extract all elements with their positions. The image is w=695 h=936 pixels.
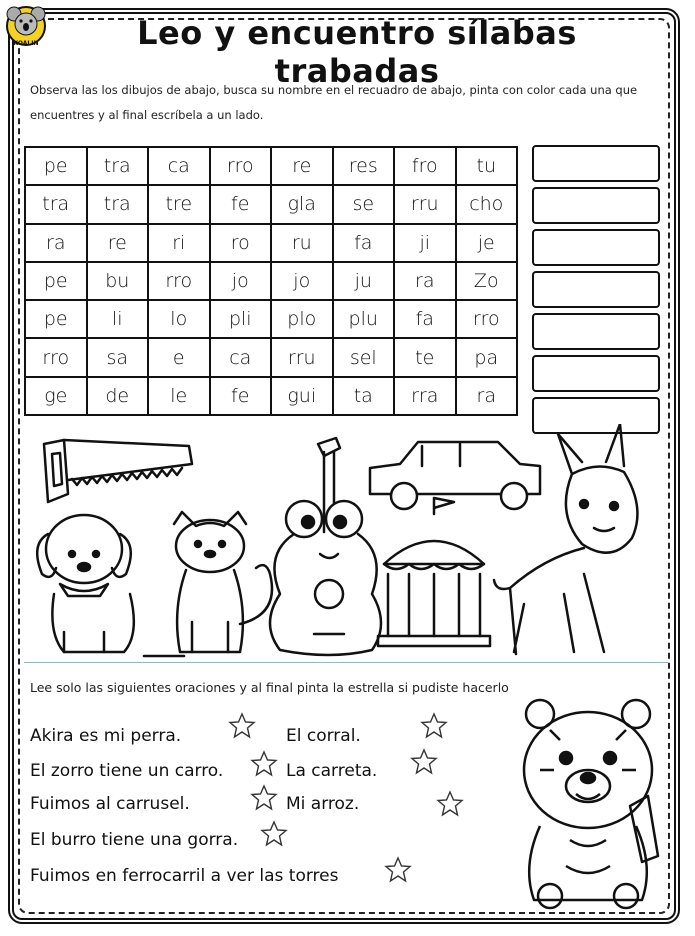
syllable-cell[interactable]: re [271,147,333,185]
carousel-icon [378,498,490,646]
grid-row [25,147,517,185]
syllable-cell[interactable]: ra [456,377,518,415]
syllable-cell[interactable]: fa [333,224,395,262]
sentence-2: El zorro tiene un carro. [30,761,224,781]
syllable-cell[interactable]: ra [25,224,87,262]
syllable-cell[interactable]: jo [210,262,272,300]
sentence-5: Fuimos en ferrocarril a ver las torres [30,866,339,886]
syllable-cell[interactable]: e [148,338,210,376]
syllable-cell[interactable]: pli [210,300,272,338]
grid-row [25,300,517,338]
grid-row [25,377,517,415]
page-title: Leo y encuentro sílabas trabadas [137,14,577,90]
syllable-cell[interactable]: sel [333,338,395,376]
syllable-cell[interactable]: ca [210,338,272,376]
syllable-cell[interactable]: rra [394,377,456,415]
star-icon[interactable] [436,790,464,818]
syllable-cell[interactable]: ji [394,224,456,262]
grid-row [25,262,517,300]
syllable-cell[interactable]: li [87,300,149,338]
sentence-4: El burro tiene una gorra. [30,830,239,850]
section-divider [24,662,668,663]
sentence-3: Fuimos al carrusel. [30,794,190,814]
syllable-cell[interactable]: ge [25,377,87,415]
syllable-cell[interactable]: fro [394,147,456,185]
syllable-cell[interactable]: tre [148,185,210,223]
syllable-cell[interactable]: bu [87,262,149,300]
grid-row [25,185,517,223]
syllable-cell[interactable]: tu [456,147,518,185]
reading-instruction: Lee solo las siguientes oraciones y al final pinta la estrella si pudiste hacerlo [30,680,509,695]
star-icon[interactable] [260,820,288,848]
syllable-cell[interactable]: ca [148,147,210,185]
syllable-cell[interactable]: gla [271,185,333,223]
syllable-cell[interactable]: fe [210,185,272,223]
syllable-cell[interactable]: cho [456,185,518,223]
cat-icon [174,512,272,652]
syllable-cell[interactable]: rro [148,262,210,300]
syllable-cell[interactable]: pe [25,147,87,185]
syllable-cell[interactable]: de [87,377,149,415]
instruction-text: Observa las los dibujos de abajo, busca su nombre en el recuadro de abajo, pinta con color cada una que encuentres y al final escríbela a un lado. [30,83,638,122]
car-icon [370,442,540,509]
grid-row [25,338,517,376]
sentence-8: Mi arroz. [286,794,360,814]
star-icon[interactable] [410,748,438,776]
syllable-cell[interactable]: rro [25,338,87,376]
guitar-icon [270,438,381,655]
syllable-cell[interactable]: je [456,224,518,262]
syllable-cell[interactable]: rro [456,300,518,338]
syllable-cell[interactable]: gui [271,377,333,415]
syllable-cell[interactable]: rru [271,338,333,376]
syllable-cell[interactable]: plu [333,300,395,338]
star-icon[interactable] [384,856,412,884]
syllable-cell[interactable]: pe [25,262,87,300]
saw-icon [44,440,192,502]
star-icon[interactable] [228,712,256,740]
answer-column [532,145,660,439]
dog-icon [37,515,134,652]
sentence-6: El corral. [286,726,361,746]
koala-logo-icon [4,4,48,54]
syllable-cell[interactable]: ju [333,262,395,300]
syllable-cell[interactable]: re [87,224,149,262]
syllable-cell[interactable]: tra [87,147,149,185]
syllable-cell[interactable]: rru [394,185,456,223]
picture-area [24,424,669,664]
syllable-cell[interactable]: ro [210,224,272,262]
sentence-7: La carreta. [286,761,378,781]
syllable-cell[interactable]: pa [456,338,518,376]
grid-row [25,224,517,262]
syllable-cell[interactable]: tra [25,185,87,223]
tiger-icon [510,690,670,910]
syllable-cell[interactable]: lo [148,300,210,338]
answer-box[interactable] [532,271,660,308]
syllable-cell[interactable]: le [148,377,210,415]
syllable-cell[interactable]: fe [210,377,272,415]
answer-box[interactable] [532,145,660,182]
syllable-cell[interactable]: res [333,147,395,185]
syllable-cell[interactable]: jo [271,262,333,300]
answer-box[interactable] [532,313,660,350]
syllable-cell[interactable]: ri [148,224,210,262]
syllable-cell[interactable]: ra [394,262,456,300]
syllable-cell[interactable]: sa [87,338,149,376]
syllable-cell[interactable]: te [394,338,456,376]
syllable-grid [24,146,518,416]
star-icon[interactable] [420,712,448,740]
logo-text: KOALIN [13,40,39,47]
star-icon[interactable] [250,750,278,778]
syllable-cell[interactable]: se [333,185,395,223]
sentence-1: Akira es mi perra. [30,726,182,746]
answer-box[interactable] [532,355,660,392]
syllable-cell[interactable]: fa [394,300,456,338]
syllable-cell[interactable]: ta [333,377,395,415]
syllable-cell[interactable]: ru [271,224,333,262]
syllable-cell[interactable]: tra [87,185,149,223]
star-icon[interactable] [250,784,278,812]
syllable-cell[interactable]: Zo [456,262,518,300]
syllable-cell[interactable]: rro [210,147,272,185]
syllable-cell[interactable]: plo [271,300,333,338]
answer-box[interactable] [532,187,660,224]
syllable-cell[interactable]: pe [25,300,87,338]
answer-box[interactable] [532,229,660,266]
